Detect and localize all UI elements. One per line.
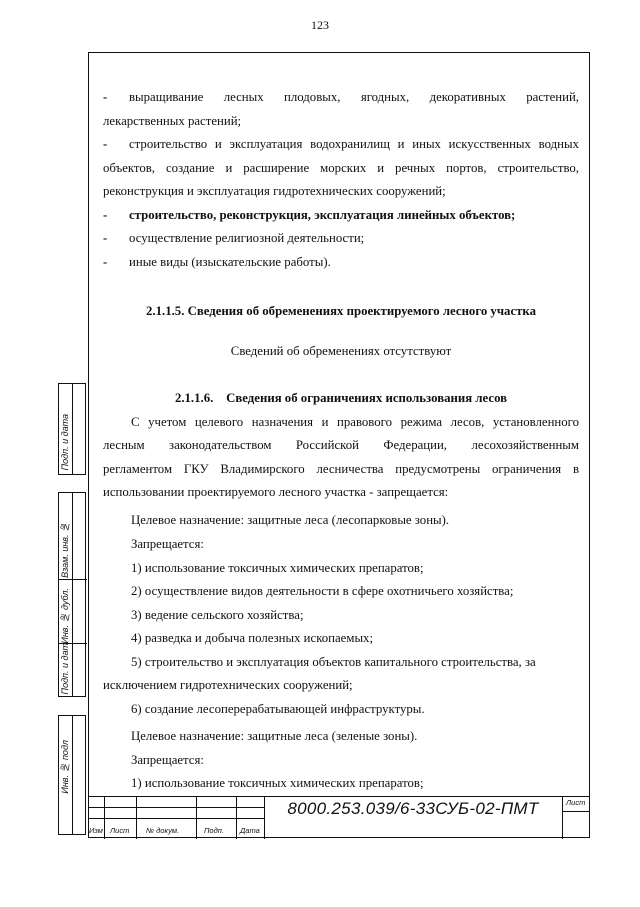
list-item: лекарственных растений;: [103, 113, 242, 128]
paragraph-line: С учетом целевого назначения и правового режима лесов, установленного: [131, 414, 579, 429]
list-item: 6) создание лесоперерабатывающей инфраструктуры.: [131, 701, 425, 716]
paragraph-line: лесным законодательством Российской Федерации, лесохозяйственным: [103, 438, 579, 452]
list-item: реконструкция и эксплуатация гидротехнических сооружений;: [103, 184, 446, 198]
col-label-izm: Изм: [89, 826, 103, 835]
page-content: [103, 86, 579, 796]
list-item: 4) разведка и добыча полезных ископаемых;: [131, 631, 374, 645]
purpose-1: Целевое назначение: защитные леса (лесопарковые зоны).: [131, 512, 450, 527]
forbidden-2: Запрещается:: [131, 752, 204, 767]
page-number: 123: [311, 18, 329, 32]
side-label-sign-date-2: Подп. и дат: [60, 642, 70, 694]
list-item: 2) осуществление видов деятельности в сфере охотничьего хозяйства;: [131, 584, 514, 598]
list-item: - строительство, реконструкция, эксплуатация линейных объектов;: [103, 207, 516, 222]
side-label-inv-orig: Инв. № подл: [60, 740, 70, 794]
section-heading-2115: 2.1.1.5. Сведения об обременениях проектируемого лесного участка: [146, 304, 536, 318]
col-label-sign: Подп.: [204, 826, 224, 835]
side-strip-inv: [58, 492, 86, 697]
paragraph-line: регламентом ГКУ Владимирского лесничества предусмотрены ограничения в: [103, 461, 579, 476]
side-label-inv-dubl: Инв. № дубл.: [60, 588, 70, 644]
side-label-inv-dup: Взам. инв. №: [60, 522, 70, 578]
list-item: - строительство и эксплуатация водохранилищ и иных искусственных водных: [103, 137, 579, 151]
list-item: 1) использование токсичных химических препаратов;: [131, 560, 424, 575]
list-item: - осуществление религиозной деятельности;: [103, 231, 365, 245]
list-item: исключением гидротехнических сооружений;: [103, 678, 353, 692]
document-number: 8000.253.039/6-33СУБ-02-ПМТ: [287, 799, 539, 818]
list-item: 1) использование токсичных химических препаратов;: [131, 776, 424, 790]
col-label-doc: № докум.: [146, 826, 180, 835]
side-strip-inv-orig: [58, 715, 86, 835]
list-item: - иные виды (изыскательские работы).: [103, 254, 331, 269]
section-text-2115: Сведений об обременениях отсутствуют: [230, 343, 452, 358]
title-block: [88, 796, 590, 839]
sheet-label: Лист: [566, 798, 586, 807]
list-item: объектов, создание и расширение морских и речных портов, строительство,: [103, 160, 579, 175]
list-item: - выращивание лесных плодовых, ягодных, декоративных растений,: [103, 90, 579, 104]
side-strip-sign-date: [58, 383, 86, 475]
side-label-sign-date: Подп. и дата: [60, 413, 70, 470]
list-item: 3) ведение сельского хозяйства;: [131, 607, 304, 622]
forbidden-1: Запрещается:: [131, 537, 204, 551]
col-label-date: Дата: [240, 826, 260, 835]
section-heading-2116: 2.1.1.6. Сведения об ограничениях использования лесов: [174, 391, 508, 405]
col-label-list: Лист: [110, 826, 130, 835]
paragraph-line: использовании проектируемого лесного участка - запрещается:: [103, 485, 449, 499]
list-item: 5) строительство и эксплуатация объектов капитального строительства, за: [131, 654, 536, 669]
purpose-2: Целевое назначение: защитные леса (зеленые зоны).: [131, 729, 418, 743]
